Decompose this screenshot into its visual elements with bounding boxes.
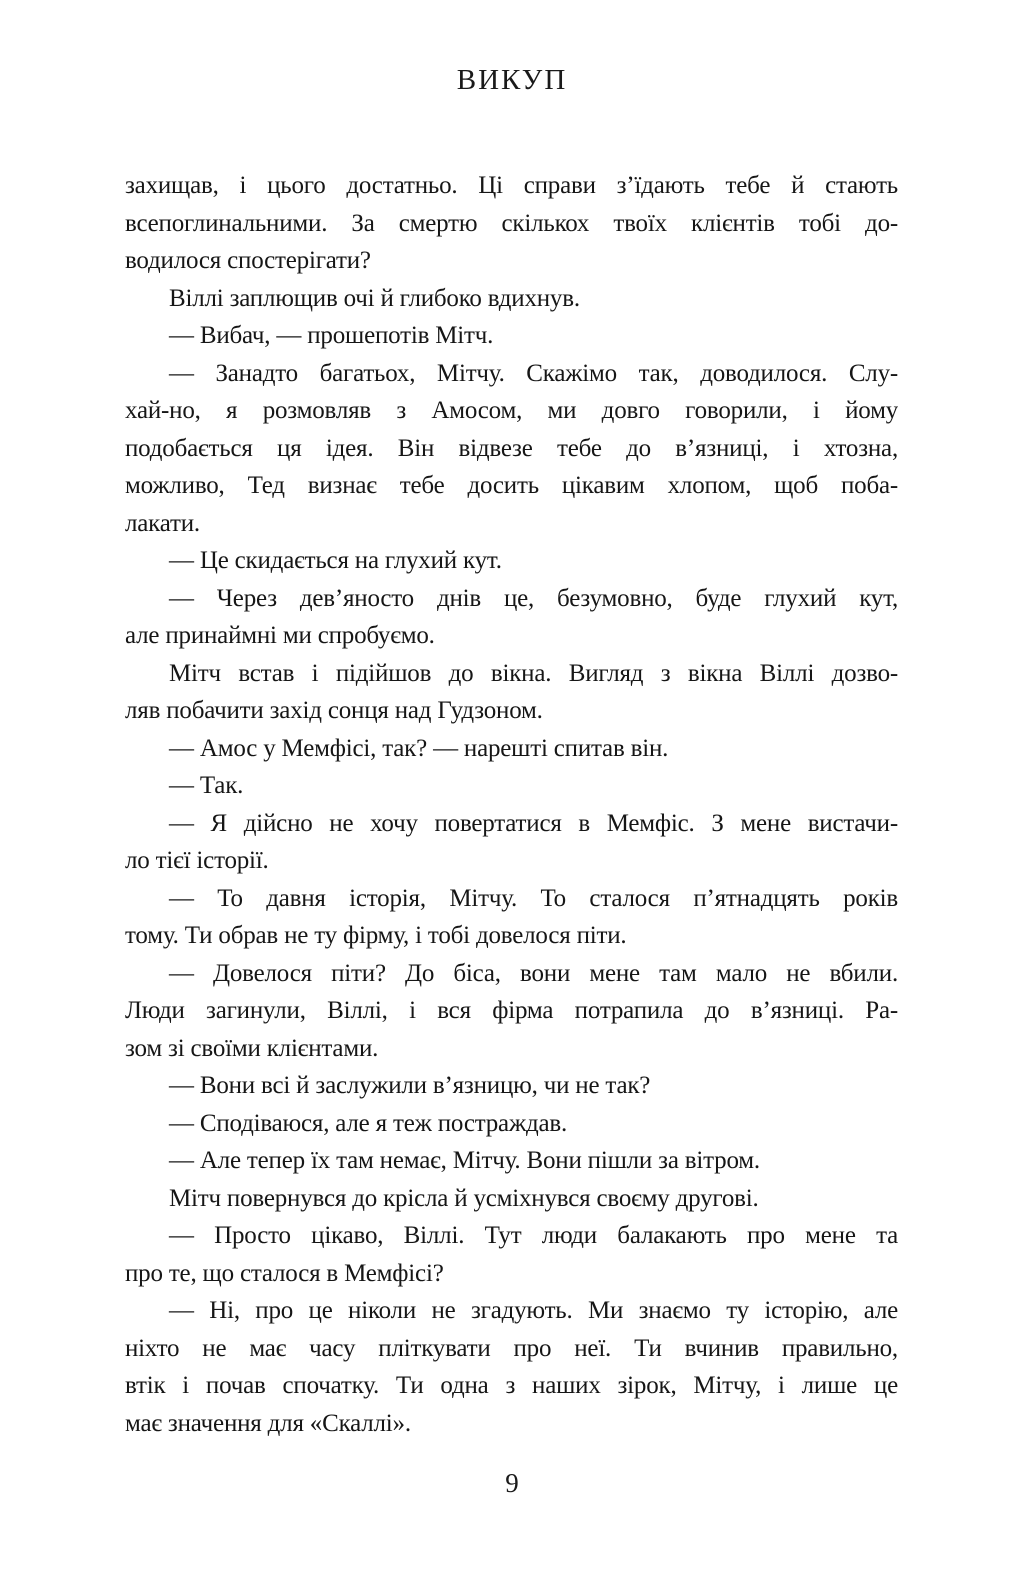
paragraph bbox=[125, 542, 898, 580]
text-line: — То давня історія, Мітчу. То сталося п’ятнадцять років bbox=[169, 884, 898, 912]
text-line: — Ні, про це ніколи не згадують. Ми знаємо ту історію, але bbox=[169, 1297, 898, 1324]
page-title: ВИКУП bbox=[456, 64, 568, 96]
text-line: — Так. bbox=[169, 772, 244, 799]
text-line: про те, що сталося в Мемфісі? bbox=[125, 1259, 444, 1287]
paragraph bbox=[125, 805, 898, 880]
text-line: ло тієї історії. bbox=[125, 847, 269, 874]
paragraph bbox=[125, 1292, 898, 1442]
text-line: Віллі заплющив очі й глибоко вдихнув. bbox=[169, 284, 580, 312]
paragraph bbox=[125, 730, 898, 768]
text-line: лакати. bbox=[125, 509, 200, 537]
text-line: — Сподіваюся, але я теж постраждав. bbox=[169, 1109, 568, 1137]
text-line: хай-но, я розмовляв з Амосом, ми довго говорили, і йому bbox=[125, 397, 898, 424]
text-line: ляв побачити захід сонця над Гудзоном. bbox=[125, 697, 543, 724]
page-number: 9 bbox=[505, 1468, 519, 1498]
text-line: Мітч повернувся до крісла й усміхнувся своєму другові. bbox=[169, 1184, 759, 1212]
text-line: — Це скидається на глухий кут. bbox=[169, 547, 502, 574]
paragraph bbox=[125, 317, 898, 355]
paragraph bbox=[125, 1217, 898, 1292]
text-line: подобається ця ідея. Він відвезе тебе до в’язниці, і хтозна, bbox=[125, 434, 898, 462]
text-line: можливо, Тед визнає тебе досить цікавим хлопом, щоб поба- bbox=[125, 472, 898, 499]
text-line: всепоглинальними. За смертю скількох твоїх клієнтів тобі до- bbox=[125, 209, 898, 237]
text-line: Мітч встав і підійшов до вікна. Вигляд з вікна Віллі дозво- bbox=[169, 659, 898, 687]
paragraph bbox=[125, 167, 898, 280]
text-line: — Вони всі й заслужили в’язницю, чи не так? bbox=[169, 1072, 651, 1099]
paragraph bbox=[125, 767, 898, 805]
text-line: тому. Ти обрав не ту фірму, і тобі довелося піти. bbox=[125, 922, 627, 949]
paragraph bbox=[125, 955, 898, 1068]
text-line: Люди загинули, Віллі, і вся фірма потрапила до в’язниці. Ра- bbox=[125, 997, 898, 1024]
text-line: — Але тепер їх там немає, Мітчу. Вони пішли за вітром. bbox=[169, 1147, 760, 1174]
text-line: — Через дев’яносто днів це, безумовно, буде глухий кут, bbox=[169, 584, 898, 612]
paragraph bbox=[125, 1180, 898, 1218]
text-line: — Довелося піти? До біса, вони мене там мало не вбили. bbox=[169, 959, 898, 987]
paragraph bbox=[125, 655, 898, 730]
text-line: водилося спостерігати? bbox=[125, 247, 371, 274]
text-line: — Вибач, — прошепотів Мітч. bbox=[169, 322, 494, 349]
text-line: має значення для «Скаллі». bbox=[125, 1409, 411, 1437]
text-line: але принаймні ми спробуємо. bbox=[125, 622, 435, 649]
text-line: захищав, і цього достатньо. Ці справи з’їдають тебе й стають bbox=[125, 172, 898, 199]
paragraph bbox=[125, 880, 898, 955]
text-line: — Просто цікаво, Віллі. Тут люди балакають про мене та bbox=[169, 1222, 898, 1249]
text-line: ніхто не має часу пліткувати про неї. Ти вчинив правильно, bbox=[125, 1334, 898, 1362]
text-line: — Занадто багатьох, Мітчу. Скажімо так, доводилося. Слу- bbox=[169, 359, 898, 387]
paragraph bbox=[125, 580, 898, 655]
text-line: — Я дійсно не хочу повертатися в Мемфіс. З мене вистачи- bbox=[169, 809, 898, 837]
paragraph bbox=[125, 280, 898, 318]
text-line: зом зі своїми клієнтами. bbox=[125, 1034, 379, 1062]
text-block bbox=[125, 167, 898, 1442]
paragraph bbox=[125, 355, 898, 543]
paragraph bbox=[125, 1067, 898, 1105]
text-line: втік і почав спочатку. Ти одна з наших зірок, Мітчу, і лише це bbox=[125, 1372, 898, 1399]
paragraph bbox=[125, 1105, 898, 1143]
text-line: — Амос у Мемфісі, так? — нарешті спитав він. bbox=[169, 734, 669, 762]
paragraph bbox=[125, 1142, 898, 1180]
